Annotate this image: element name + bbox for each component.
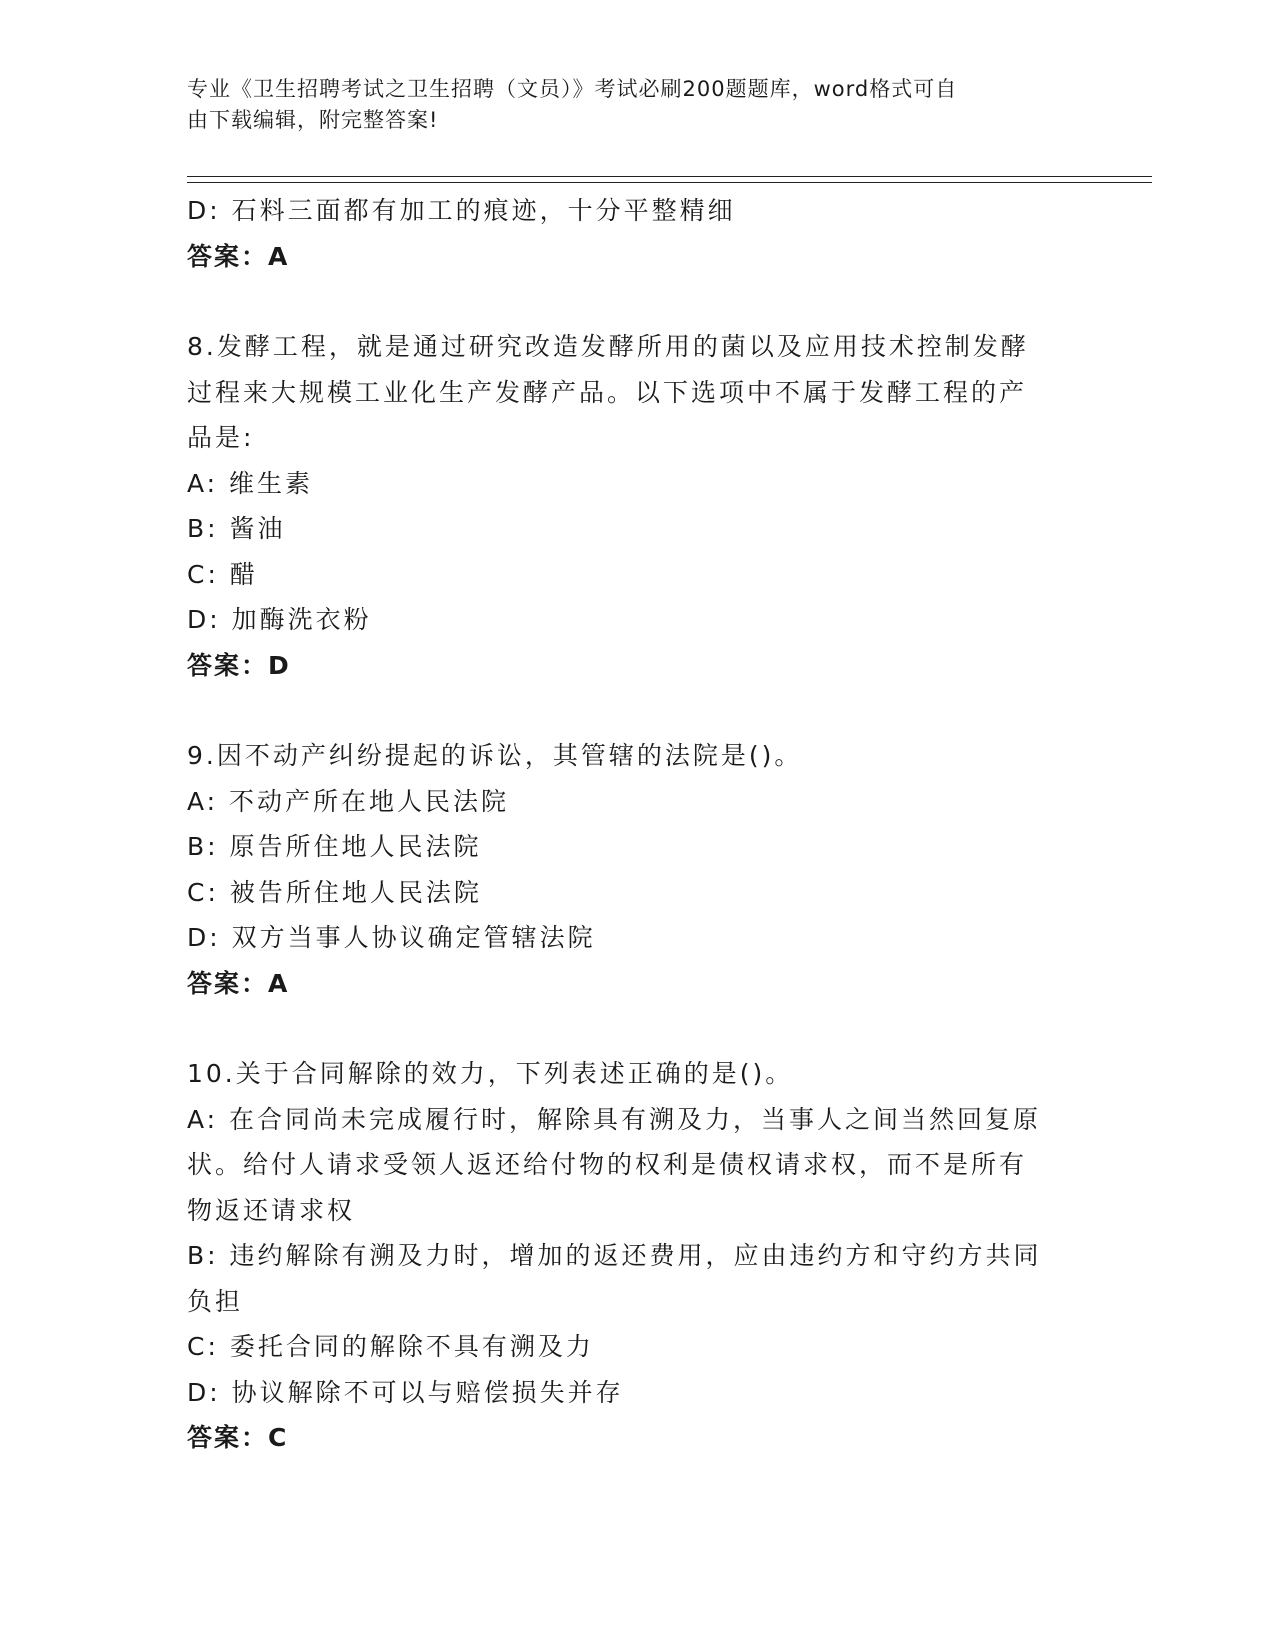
question-8-option-c: C: 醋 (187, 559, 258, 589)
header-line-2: 由下载编辑，附完整答案! (187, 108, 439, 132)
question-8-option-d: D: 加酶洗衣粉 (187, 605, 372, 634)
question-9-stem-line: 9.因不动产纠纷提起的诉讼，其管辖的法院是()。 (187, 741, 803, 770)
header-line-1: 专业《卫生招聘考试之卫生招聘（文员）》考试必刷200题题库，word格式可自 (187, 77, 958, 101)
question-10 (187, 1051, 1067, 1461)
question-9 (187, 733, 1067, 1006)
question-10-option-b-line: B: 违约解除有溯及力时，增加的返还费用，应由违约方和守约方共同 (187, 1241, 1042, 1270)
question-8-answer: 答案：D (187, 650, 291, 680)
prev-option-d: D: 石料三面都有加工的痕迹，十分平整精细 (187, 196, 736, 225)
question-10-option-c: C: 委托合同的解除不具有溯及力 (187, 1332, 594, 1361)
spacer (187, 1006, 1067, 1051)
prev-answer: 答案：A (187, 241, 290, 271)
question-9-answer: 答案：A (187, 968, 290, 998)
question-10-option-a-line: A: 在合同尚未完成履行时，解除具有溯及力，当事人之间当然回复原 (187, 1104, 1042, 1134)
question-8 (187, 324, 1067, 688)
question-8-option-a: A: 维生素 (187, 468, 314, 498)
header-rule-top (187, 176, 1152, 177)
question-10-stem-line: 10.关于合同解除的效力，下列表述正确的是()。 (187, 1059, 794, 1088)
question-10-option-d: D: 协议解除不可以与赔偿损失并存 (187, 1377, 624, 1407)
spacer (187, 279, 1067, 324)
question-content (187, 188, 1067, 1461)
question-10-option-a-line: 状。给付人请求受领人返还给付物的权利是债权请求权，而不是所有 (187, 1150, 1028, 1179)
question-9-option-b: B: 原告所住地人民法院 (187, 832, 482, 861)
spacer (187, 688, 1067, 733)
question-8-stem-line: 过程来大规模工业化生产发酵产品。以下选项中不属于发酵工程的产 (187, 377, 1028, 407)
question-10-option-a-line: 物返还请求权 (187, 1195, 356, 1225)
question-9-option-d: D: 双方当事人协议确定管辖法院 (187, 923, 596, 952)
document-header (187, 74, 1067, 136)
question-8-option-b: B: 酱油 (187, 514, 286, 543)
question-10-option-b-line: 负担 (187, 1286, 244, 1316)
question-9-option-a: A: 不动产所在地人民法院 (187, 786, 510, 816)
question-10-answer: 答案：C (187, 1423, 289, 1452)
header-rule-bottom (187, 182, 1152, 183)
question-9-option-c: C: 被告所住地人民法院 (187, 877, 482, 907)
question-8-stem-line: 品是: (187, 423, 255, 452)
question-8-stem-line: 8.发酵工程，就是通过研究改造发酵所用的菌以及应用技术控制发酵 (187, 332, 1029, 361)
